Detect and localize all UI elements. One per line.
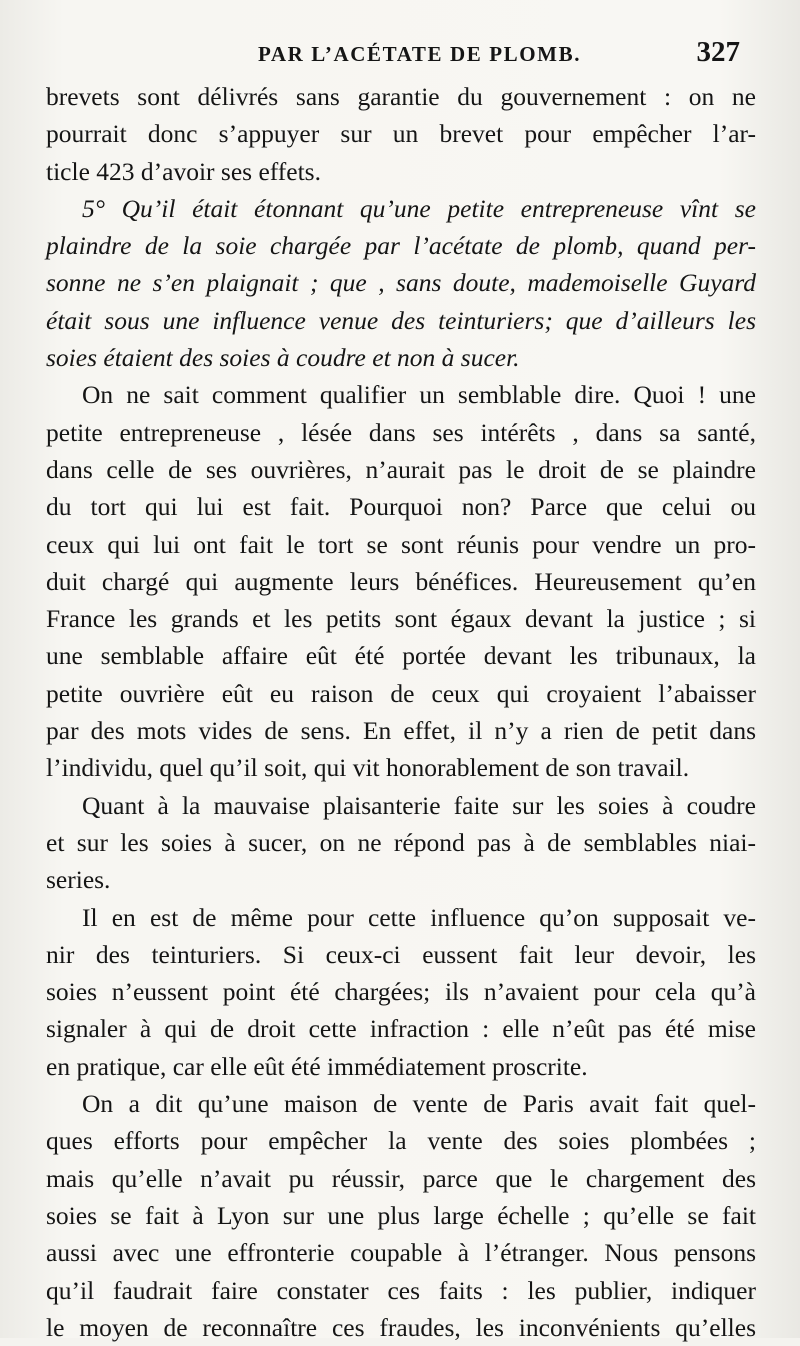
paragraph <box>46 787 756 899</box>
text-line: soies n’eussent point été chargées; ils n’avaient pour cela qu’à <box>46 977 756 1007</box>
text-line: dans celle de ses ouvrières, n’aurait pas le droit de se plaindre <box>46 454 756 484</box>
text-line: aussi avec une effronterie coupable à l’étranger. Nous pensons <box>46 1238 756 1268</box>
text-line: Quant à la mauvaise plaisanterie faite sur les soies à coudre <box>82 790 756 820</box>
text-line: le moyen de reconnaître ces fraudes, les inconvénients qu’elles <box>46 1312 756 1342</box>
paragraph <box>46 899 756 1085</box>
text-line: signaler à qui de droit cette infraction : elle n’eût pas été mise <box>46 1014 756 1044</box>
text-line: était sous une influence venue des teinturiers; que d’ailleurs les <box>46 305 756 335</box>
text-line: duit chargé qui augmente leurs bénéfices. Heureusement qu’en <box>46 566 756 596</box>
text-line: du tort qui lui est fait. Pourquoi non? Parce que celui ou <box>46 492 756 522</box>
text-line: soies étaient des soies à coudre et non à sucer. <box>46 343 520 373</box>
paragraph <box>46 376 756 786</box>
text-line: et sur les soies à sucer, on ne répond pas à de semblables niai- <box>46 827 756 857</box>
text-line: series. <box>46 865 111 895</box>
body-text <box>46 78 756 1346</box>
text-line: plaindre de la soie chargée par l’acétate de plomb, quand per- <box>46 231 756 261</box>
text-line: en pratique, car elle eût été immédiatement proscrite. <box>46 1051 588 1081</box>
text-line: une semblable affaire eût été portée devant les tribunaux, la <box>46 641 756 671</box>
text-line: mais qu’elle n’avait pu réussir, parce que le chargement des <box>46 1163 756 1193</box>
text-line: pourrait donc s’appuyer sur un brevet pour empêcher l’ar- <box>46 119 756 149</box>
text-line: sonne ne s’en plaignait ; que , sans doute, mademoiselle Guyard <box>46 268 756 298</box>
text-line: On a dit qu’une maison de vente de Paris avait fait quel- <box>82 1089 756 1119</box>
page-number: 327 <box>696 36 740 68</box>
paragraph <box>46 78 756 190</box>
text-line: ques efforts pour empêcher la vente des soies plombées ; <box>46 1126 756 1156</box>
text-line: 5° Qu’il était étonnant qu’une petite entrepreneuse vînt se <box>82 193 756 223</box>
text-line: brevets sont délivrés sans garantie du gouvernement : on ne <box>46 82 756 111</box>
text-line: l’individu, quel qu’il soit, qui vit honorablement de son travail. <box>46 753 690 783</box>
text-line: qu’il faudrait faire constater ces faits : les publier, indiquer <box>46 1275 756 1305</box>
text-line: par des mots vides de sens. En effet, il n’y a rien de petit dans <box>46 716 756 746</box>
paragraph <box>46 190 756 376</box>
text-line: Il en est de même pour cette influence qu’on supposait ve- <box>82 902 756 932</box>
page-header <box>0 38 800 74</box>
text-line: petite entrepreneuse , lésée dans ses intérêts , dans sa santé, <box>46 417 756 447</box>
text-line: petite ouvrière eût eu raison de ceux qui croyaient l’abaisser <box>46 678 756 708</box>
running-title: PAR L’ACÉTATE DE PLOMB. <box>258 42 582 66</box>
text-line: On ne sait comment qualifier un semblable dire. Quoi ! une <box>82 380 756 410</box>
text-line: France les grands et les petits sont égaux devant la justice ; si <box>46 604 756 634</box>
text-line: ticle 423 d’avoir ses effets. <box>46 156 321 186</box>
paragraph <box>46 1085 756 1346</box>
text-line: soies se fait à Lyon sur une plus large échelle ; qu’elle se fait <box>46 1200 756 1230</box>
text-line: ceux qui lui ont fait le tort se sont réunis pour vendre un pro- <box>46 529 756 559</box>
text-line: nir des teinturiers. Si ceux-ci eussent fait leur devoir, les <box>46 939 756 969</box>
